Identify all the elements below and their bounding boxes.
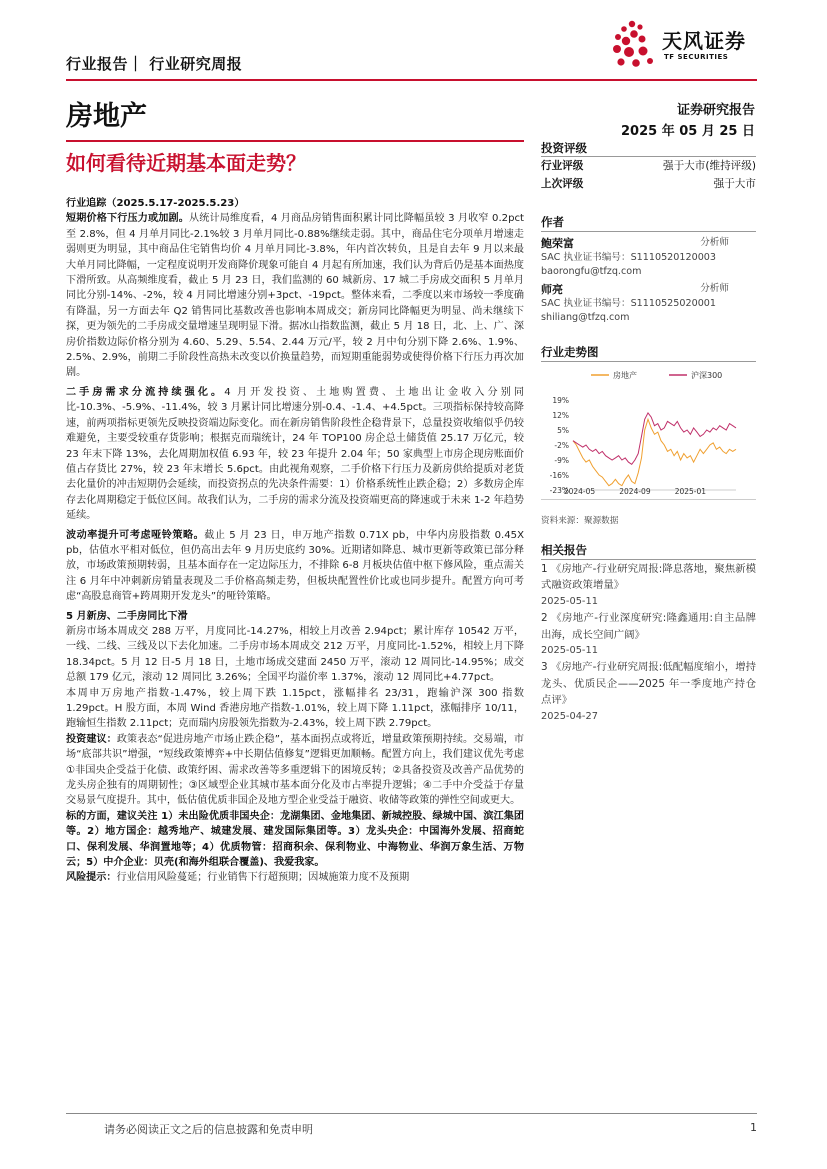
industry-trend-chart [541, 362, 756, 497]
authors-rule [541, 231, 756, 232]
analyst-name: 师亮 [541, 283, 563, 296]
related-report-date: 2025-04-27 [541, 710, 598, 722]
chart-bottom-rule [541, 499, 756, 500]
legend-label: 房地产 [613, 371, 637, 380]
paragraph-market-data: 新房市场本周成交 288 万平，月度同比-14.27%，相较上月改善 2.94pct；累计库存 10542 万平，一线、二线、三线及以下去化加速。二手房市场本周成交 212 万平，月度同比-1.52%，相较上月下降 18.34pct。5 月 12 日-5 月 18 日，土地市场成交建面 2450 万平，滚动 12 周同比-14.95%；成交总额 179 亿元，滚动 12 周同比 3.26%；全国平均溢价率 1.37%，滚动 12 周同比+4.77pct。 [66, 625, 524, 684]
page-number: 1 [750, 1121, 757, 1134]
logo-name-en: TF SECURITIES [664, 53, 729, 61]
industry-rating-label: 行业评级 [541, 160, 584, 172]
legend-label: 沪深300 [691, 371, 723, 380]
trend-title: 行业走势图 [541, 345, 599, 359]
header-rule [66, 79, 757, 81]
report-date: 2025 年 05 月 25 日 [621, 124, 755, 139]
related-report-3[interactable] [541, 659, 756, 725]
logo-mark-icon [610, 19, 660, 69]
y-tick-label: 5% [557, 426, 569, 435]
related-report-title[interactable]: 3 《房地产-行业研究周报:低配幅度缩小，增持龙头、优质民企——2025 年一季度地产持仓点评》 [541, 661, 756, 707]
lead-risk: 风险提示： [66, 872, 117, 884]
company-logo [610, 19, 760, 69]
prev-rating-value: 强于大市 [713, 178, 756, 190]
paragraph-investment-advice: 投资建议：政策表态“促进房地产市场止跌企稳”，基本面拐点或将近，增量政策预期持续。交易端，市场“底部共识”增强，“短线政策博弈+中长期估值修复”逻辑更加顺畅。配置方向上，我们建议优先考虑①非国央企受益于化债、政策纾困、需求改善等多重逻辑下的困境反转；②具备投资及改善产品优势的龙头房企独有的周期韧性；③区域型企业其城市基本面分化及市占率提升逻辑；④二手中介受益于存量交易景气度提升。其中，低估值优质非国企及地方型企业受益于融资、收储等政策的弹性空间或更大。 [66, 733, 524, 807]
series-line [573, 413, 736, 464]
paragraph-target-stocks: 标的方面，建议关注 1）未出险优质非国央企：龙湖集团、金地集团、新城控股、绿城中国、滨江集团等。2）地方国企：越秀地产、城建发展、建发国际集团等。3）龙头央企：中国海外发展、招商蛇口、保利发展、华润置地等；4）优质物管：招商积余、保利物业、中海物业、华润万象生活、万物云；5）中介企业：贝壳(和海外组联合覆盖)、我爱我家。 [66, 810, 524, 869]
document-type: 证券研究报告 [676, 103, 755, 118]
trend-block [541, 343, 756, 361]
paragraph-index-performance: 本周申万房地产指数-1.47%，较上周下跌 1.15pct，涨幅排名 23/31，跑输沪深 300 指数 1.29pct。H 股方面，本周 Wind 香港房地产指数-1.01%，较上周下降 1.11pct，涨幅排序 10/11，跑输恒生指数 2.11pct；克而瑞内房股领先指数为-2.43%，较上周下跌 2.79pct。 [66, 687, 524, 730]
related-list [541, 561, 756, 725]
rating-rule [541, 156, 756, 157]
report-type: 行业报告｜ 行业研究周报 [66, 55, 243, 73]
related-report-2[interactable] [541, 610, 756, 659]
analyst-email[interactable]: shiliang@tfzq.com [541, 312, 630, 323]
tracking-title: 行业追踪（2025.5.17-2025.5.23） [66, 198, 245, 209]
x-tick-label: 2024-05 [563, 487, 596, 496]
lead-barbell-strategy: 波动率提升可考虑哑铃策略。 [66, 529, 205, 541]
authors-block [541, 213, 756, 231]
x-tick-label: 2025-01 [674, 487, 707, 496]
prev-rating-label: 上次评级 [541, 178, 584, 190]
y-tick-label: -23% [549, 486, 569, 495]
analyst-2 [541, 282, 756, 325]
related-report-title[interactable]: 2 《房地产-行业深度研究:隆鑫通用:自主品牌出海，成长空间广阔》 [541, 612, 756, 641]
logo-name: 天风证券 [662, 29, 746, 53]
x-tick-label: 2024-09 [619, 487, 651, 496]
y-tick-label: -16% [549, 471, 569, 480]
section-title-may: 5 月新房、二手房同比下滑 [66, 610, 188, 622]
report-headline: 如何看待近期基本面走势？ [66, 151, 306, 175]
y-tick-label: -2% [554, 441, 569, 450]
related-report-date: 2025-05-11 [541, 595, 598, 607]
analyst-role: 分析师 [700, 283, 729, 294]
y-tick-label: 19% [552, 396, 569, 405]
y-tick-label: -9% [554, 456, 569, 465]
lead-investment-advice: 投资建议： [66, 733, 117, 745]
analyst-email[interactable]: baorongfu@tfzq.com [541, 266, 642, 277]
lead-demand-shift: 二手房需求分流持续强化。 [66, 386, 225, 398]
chart-source: 资料来源：聚源数据 [541, 516, 619, 526]
related-block [541, 541, 756, 559]
related-report-date: 2025-05-11 [541, 645, 598, 657]
paragraph-risk: 风险提示：行业信用风险蔓延；行业销售下行超预期；因城施策力度不及预期 [66, 872, 410, 884]
analyst-cert: SAC 执业证书编号：S1110520120003 [541, 252, 717, 263]
paragraph-price-pressure: 短期价格下行压力或加剧。从统计局维度看，4 月商品房销售面积累计同比降幅虽较 3 月收窄 0.2pct 至 2.8%，但 4 月单月同比-2.1%较 3 月单月同比-0.88%继续走弱。其中，商品住宅分项单月增速走弱则更为明显，其中商品住宅销售均价 4 月单月同比-3.8%，年内首次转负，且是自去年 9 月以来最大单月同比降幅，一定程度说明开发商降价现象可能自 4 月起有所加速，我们认为背后仍是基本面热度下滑所致。从高频维度看，截止 5 月 23 日，我们监测的 60 城新房、17 城二手房成交面积 5 月单月同比分别-14%、-2%，较 4 月同比增速分别+3pct、-19pct。整体来看，二季度以来市场较一季度确有降温，另一方面去年 Q2 销售同比基数改善也影响本周成交；新房同比降幅更为明显、尚未继续下探，更为领先的二手房成交量增速呈现明显下滑。据冰山指数监测，截止 5 月 18 日，北、上、广、深房价指数边际价格分别为 4.60、5.29、5.54、2.44 万元/平，较 2 月中旬分别下降 2.6%、1.9%、2.5%、2.9%，前期二手阶段性高热未改变以价换量趋势，而短期重能弱势或使得价格下行压力再次加剧。 [66, 213, 524, 379]
footer-rule [66, 1113, 757, 1114]
title-rule [66, 140, 524, 142]
lead-price-pressure: 短期价格下行压力或加剧。 [66, 213, 189, 225]
analyst-role: 分析师 [700, 237, 729, 248]
analyst-cert: SAC 执业证书编号：S1110525020001 [541, 298, 717, 309]
related-rule [541, 559, 756, 560]
paragraph-demand-shift: 二手房需求分流持续强化。4 月开发投资、土地购置费、土地出让金收入分别同比-10.3%、-5.9%、-11.4%，较 3 月累计同比增速分别-0.4、-1.4、+4.5pct。三项指标保持较高降速，前两项指标更领先反映投资端边际变化。而在新房销售阶段性企稳背景下，总量投资收缩似乎仍较难避免，主要受较重存货影响；根据克而瑞统计，24 年 TOP100 房企总土储货值 25.17 万亿元，较 23 年末下降 13%，去化周期加权值 6.93 年，较 23 年提升 2.04 年；50 家典型上市房企现房账面价值占存货比 27%，较 23 年末增长 5.6pct。由此视角观察，二手价格下行压力及新房供给提质对老货去化量价的冲击短期仍会延续，而投资拐点的先决条件需要：1）价格系统性止跌企稳；2）多数房企库存去化周期稳定于低位区间。故我们认为，二手房的需求分流及投资端更高的降速或于未来 1-2 年趋势延续。 [66, 386, 524, 522]
authors-title: 作者 [541, 215, 564, 229]
report-body [66, 196, 524, 886]
industry-title: 房地产 [66, 101, 147, 132]
rating-block [541, 139, 756, 193]
paragraph-barbell-strategy: 波动率提升可考虑哑铃策略。截止 5 月 23 日，申万地产指数 0.71X pb，中华内房股指数 0.45X pb，估值水平相对低位，但仍高出去年 9 月历史底约 30%。近期诸如降息、城市更新等政策已部分释放，市场政策预期转弱，且基本面存在一定边际压力，不排除 6-8 月板块估值中枢下修风险，重点需关注 6 月年中冲刺新房销量表现及二手价格高频走势，但板块配置性价比或也同步提升。配置方向可考虑“高股息商管+跨周期开发龙头”的哑铃策略。 [66, 529, 524, 603]
related-title: 相关报告 [541, 543, 587, 557]
y-tick-label: 12% [552, 411, 569, 420]
industry-rating-row [541, 157, 756, 175]
related-report-title[interactable]: 1 《房地产-行业研究周报:降息落地，聚焦新模式融资政策增量》 [541, 563, 756, 592]
disclaimer-notice: 请务必阅读正文之后的信息披露和免责申明 [104, 1123, 313, 1136]
analyst-name: 鲍荣富 [541, 237, 574, 250]
analyst-1 [541, 236, 756, 279]
prev-rating-row [541, 175, 756, 193]
rating-title: 投资评级 [541, 141, 587, 155]
related-report-1[interactable] [541, 561, 756, 610]
industry-rating-value: 强于大市(维持评级) [662, 160, 756, 172]
